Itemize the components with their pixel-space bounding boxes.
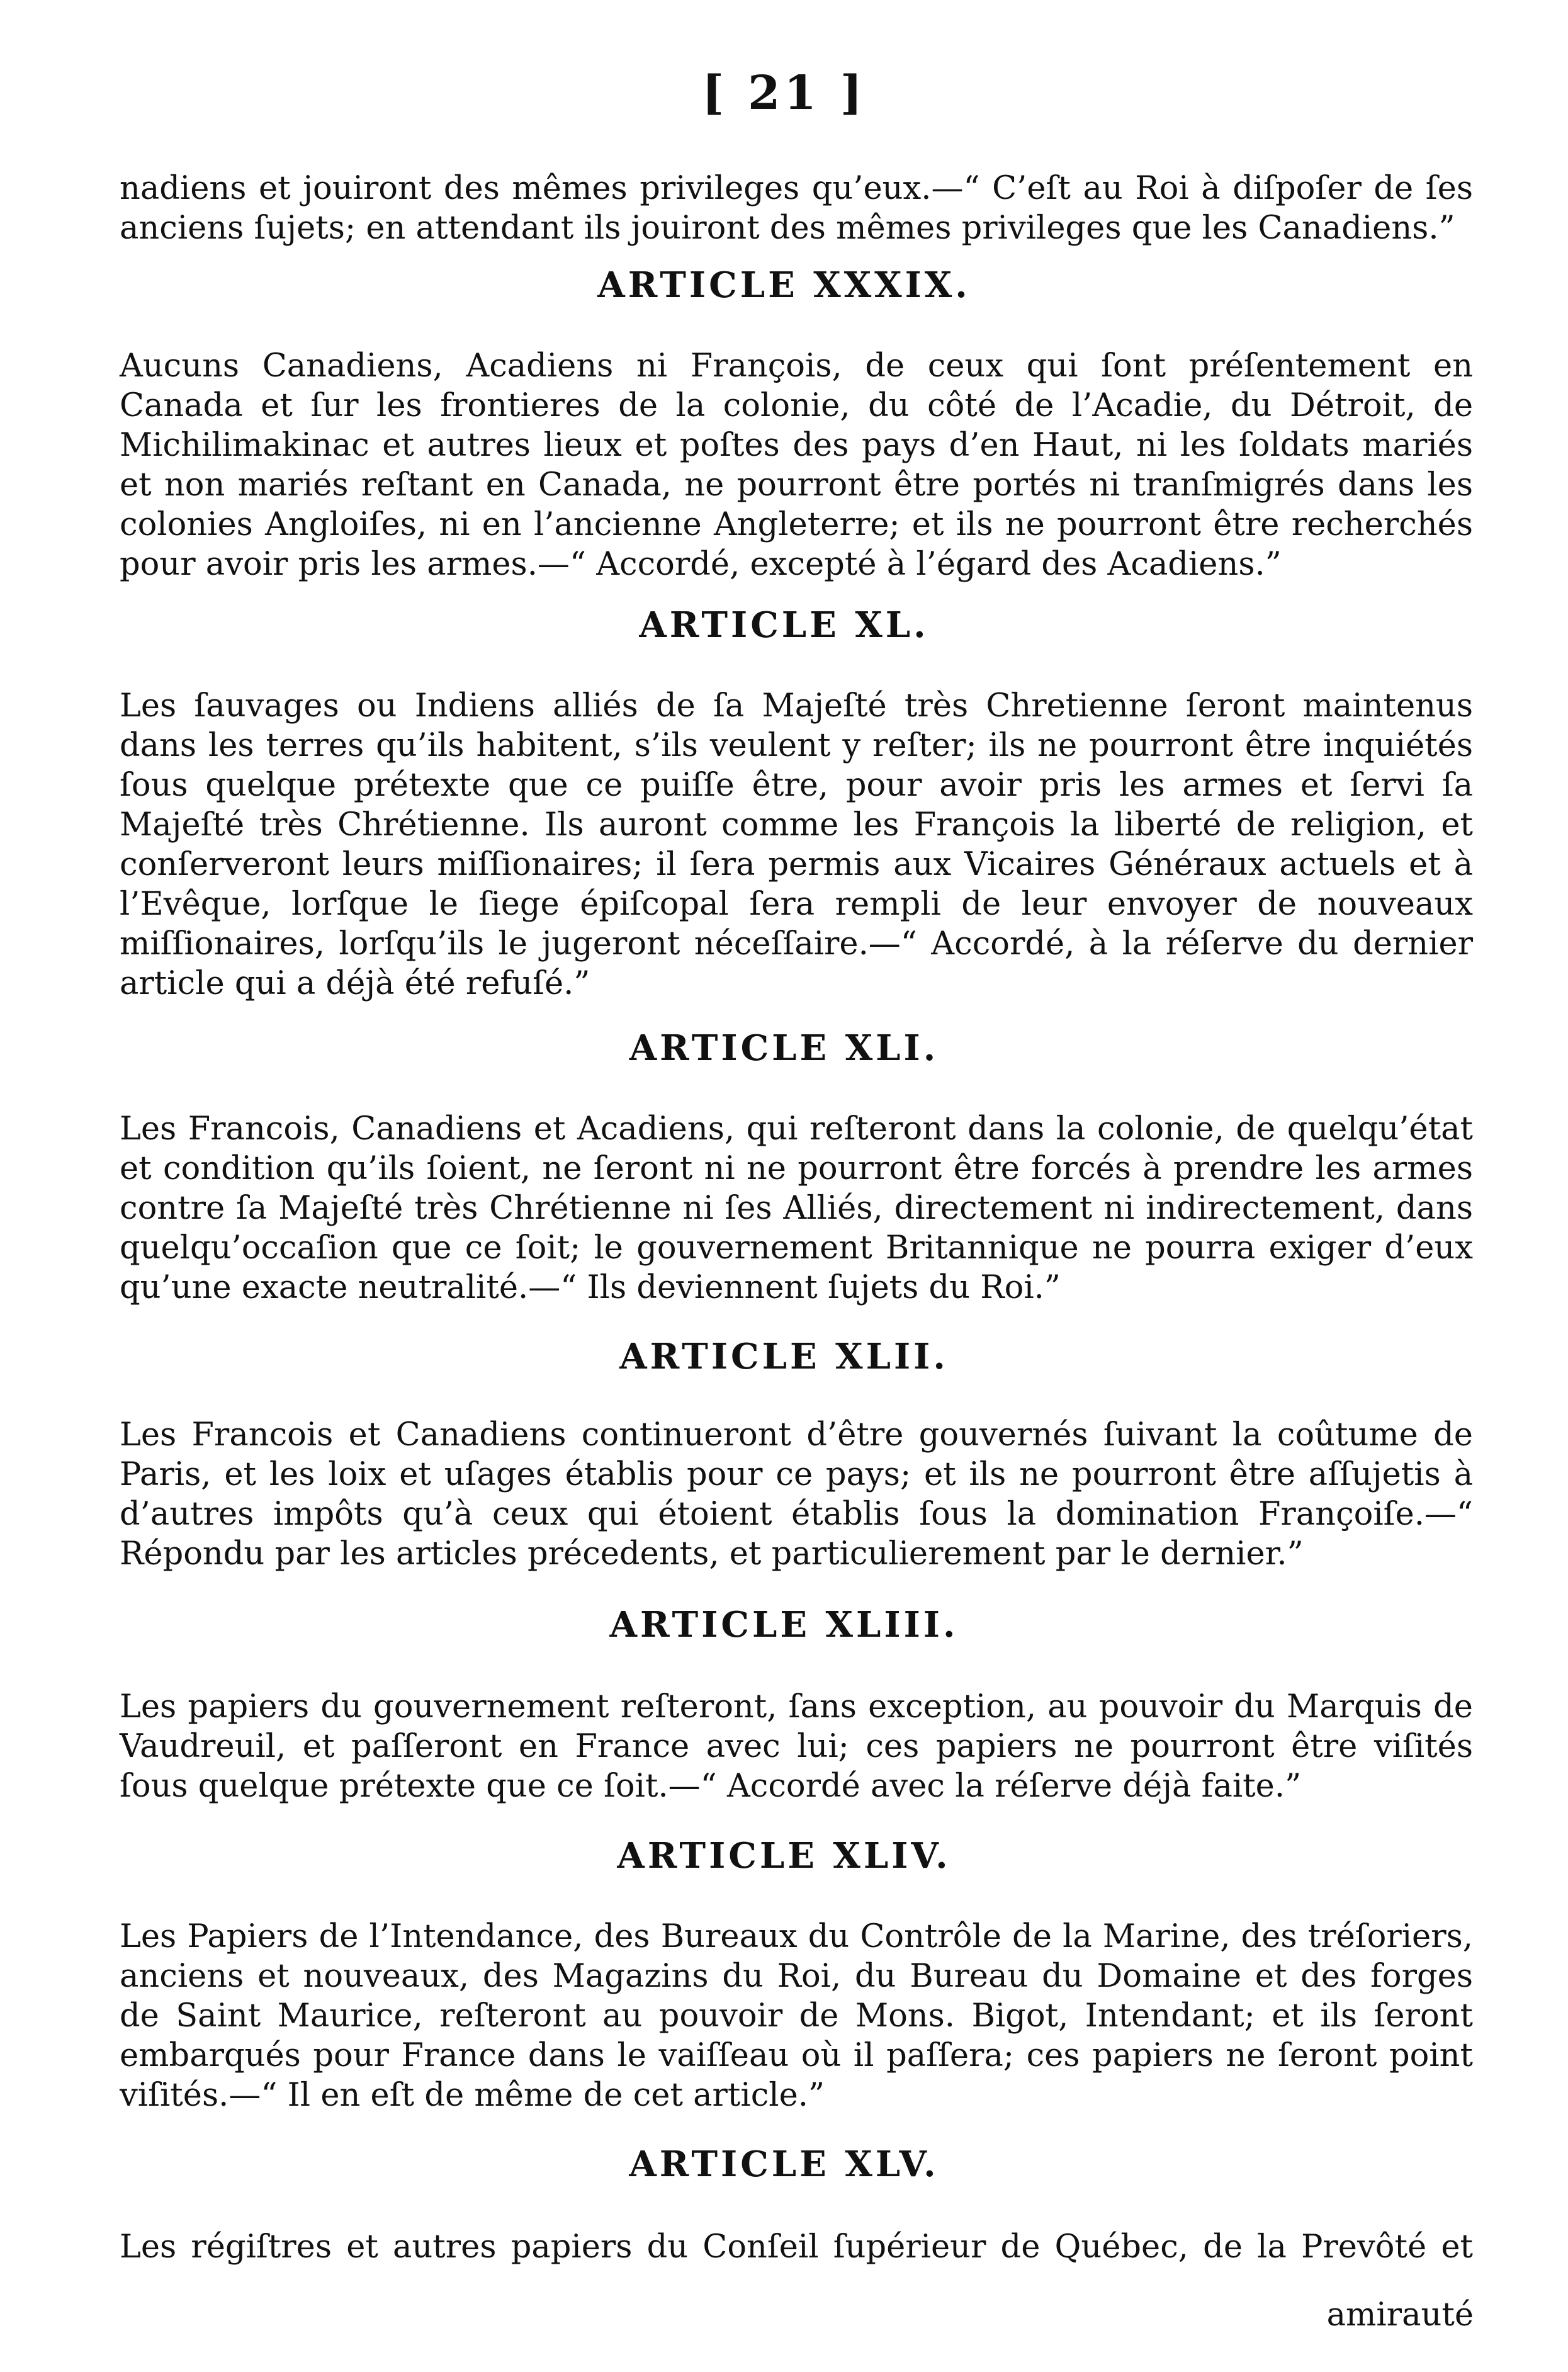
article-41-heading: ARTICLE XLI.: [629, 1027, 939, 1069]
catchword: amirauté: [1326, 2296, 1474, 2334]
article-43-text: Les papiers du gouvernement reſteront, ſans exception, au pouvoir du Marquis de Vaudreuil, et paſſeront en France avec lui; ces papiers ne pourront être viſités ſous quelque prétexte que ce ſoit.—“ Accordé avec la réſerve déjà faite.”: [120, 1688, 1473, 1805]
article-44-text: Les Papiers de l’Intendance, des Bureaux du Contrôle de la Marine, des tréſoriers, anciens et nouveaux, des Magazins du Roi, du Bureau du Domaine et des forges de Saint Maurice, reſteront au pouvoir de Mons. Bigot, Intendant; et ils ſeront embarqués pour France dans le vaiſſeau où il paſſera; ces papiers ne ſeront point viſités.—“ Il en eſt de même de cet article.”: [120, 1918, 1473, 2114]
article-39-text: Aucuns Canadiens, Acadiens ni François, de ceux qui ſont préſentement en Canada et ſur les frontieres de la colonie, du côté de l’Acadie, du Détroit, de Michilimakinac et autres lieux et poſtes des pays d’en Haut, ni les ſoldats mariés et non mariés reſtant en Canada, ne pourront être portés ni tranſmigrés dans les colonies Angloiſes, ni en l’ancienne Angleterre; et ils ne pourront être recherchés pour avoir pris les armes.—“ Accordé, excepté à l’égard des Acadiens.”: [120, 347, 1473, 583]
article-40-heading: ARTICLE XL.: [639, 604, 929, 646]
article-41-text: Les Francois, Canadiens et Acadiens, qui reſteront dans la colonie, de quelqu’état et condition qu’ils ſoient, ne ſeront ni ne pourront être forcés à prendre les armes contre ſa Majeſté très Chrétienne ni ſes Alliés, directement ni indirectement, dans quelqu’occaſion que ce ſoit; le gouvernement Britannique ne pourra exiger d’eux qu’une exacte neutralité.—“ Ils deviennent ſujets du Roi.”: [120, 1110, 1473, 1306]
article-45-text: Les régiſtres et autres papiers du Conſeil ſupérieur de Québec, de la Prevôté et: [120, 2228, 1473, 2266]
article-40-text: Les ſauvages ou Indiens alliés de ſa Majeſté très Chretienne ſeront maintenus dans les terres qu’ils habitent, s’ils veulent y reſter; ils ne pourront être inquiétés ſous quelque prétexte que ce puiſſe être, pour avoir pris les armes et ſervi ſa Majeſté très Chrétienne. Ils auront comme les François la liberté de religion, et conſerveront leurs miſſionaires; il ſera permis aux Vicaires Généraux actuels et à l’Evêque, lorſque le ſiege épiſcopal ſera rempli de leur envoyer de nouveaux miſſionaires, lorſqu’ils le jugeront néceſſaire.—“ Accordé, à la réſerve du dernier article qui a déjà été refuſé.”: [120, 687, 1473, 1002]
article-39-heading: ARTICLE XXXIX.: [597, 264, 971, 306]
page-number: [ 21 ]: [702, 66, 866, 120]
article-45-heading: ARTICLE XLV.: [629, 2143, 939, 2185]
article-42-heading: ARTICLE XLII.: [619, 1336, 949, 1377]
article-43-heading: ARTICLE XLIII.: [609, 1604, 959, 1646]
intro-paragraph: nadiens et jouiront des mêmes privileges qu’eux.—“ C’eſt au Roi à diſpoſer de ſes anciens ſujets; en attendant ils jouiront des mêmes privileges que les Canadiens.”: [120, 170, 1473, 247]
article-42-text: Les Francois et Canadiens continueront d’être gouvernés ſuivant la coûtume de Paris, et les loix et uſages établis pour ce pays; et ils ne pourront être aſſujetis à d’autres impôts qu’à ceux qui étoient établis ſous la domination Françoiſe.—“ Répondu par les articles précedents, et particulierement par le dernier.”: [120, 1416, 1473, 1573]
article-44-heading: ARTICLE XLIV.: [617, 1835, 951, 1877]
